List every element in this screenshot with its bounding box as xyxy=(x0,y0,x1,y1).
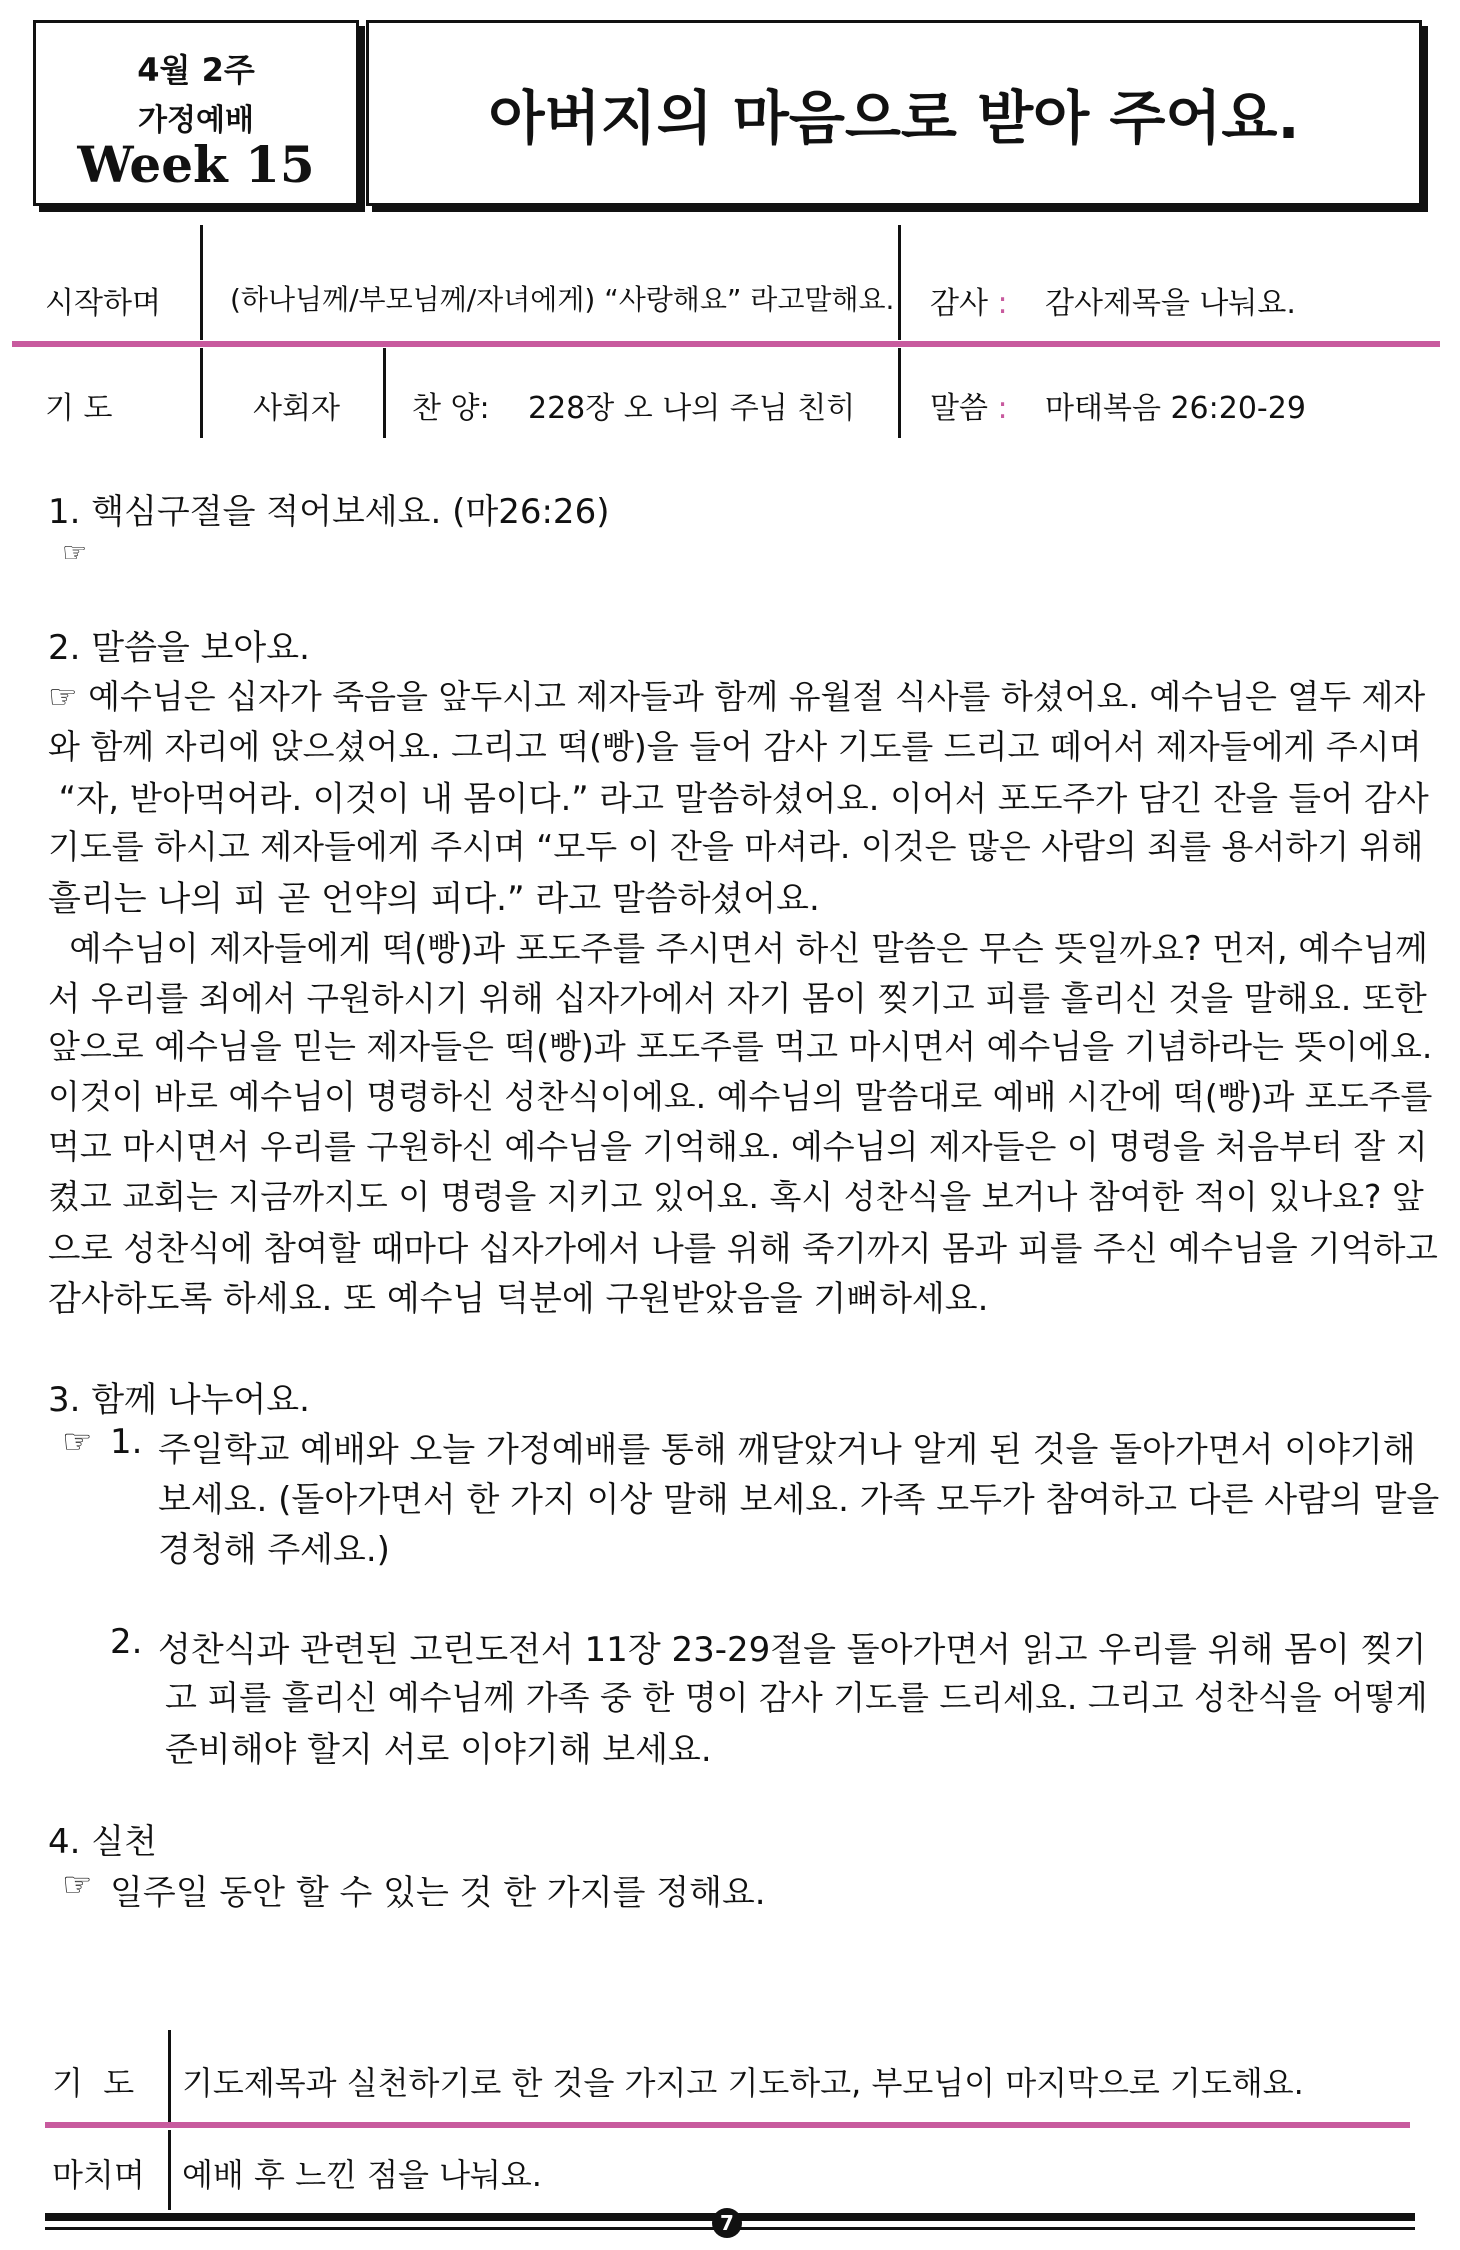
list-item-line: 경청해 주세요.) xyxy=(158,1530,390,1570)
item-number: 2. xyxy=(110,1622,143,1662)
hymn-text: 228장 오 나의 주님 친히 xyxy=(528,391,856,426)
header-week-box xyxy=(33,20,359,206)
closing-label: 마치며 xyxy=(52,2156,145,2194)
divider xyxy=(898,348,901,438)
header-title-box xyxy=(366,20,1422,206)
header-date: 4월 2주 xyxy=(137,51,255,89)
list-item-line: 보세요. (돌아가면서 한 가지 이상 말해 보세요. 가족 모두가 참여하고 다른 사람의 말을 xyxy=(158,1480,1440,1520)
section-3-title: 3. 함께 나누어요. xyxy=(48,1380,310,1420)
divider xyxy=(200,225,203,340)
prayer-label: 기 도 xyxy=(45,391,113,426)
closing-prayer-text: 기도제목과 실천하기로 한 것을 가지고 기도하고, 부모님이 마지막으로 기도해요. xyxy=(182,2064,1304,2102)
section-1-title: 1. 핵심구절을 적어보세요. (마26:26) xyxy=(48,492,610,532)
list-item-line: 고 피를 흘리신 예수님께 가족 중 한 명이 감사 기도를 드리세요. 그리고 성찬식을 어떻게 xyxy=(165,1678,1428,1717)
body-line: 켰고 교회는 지금까지도 이 명령을 지키고 있어요. 혹시 성찬식을 보거나 참여한 적이 있나요? 앞 xyxy=(48,1177,1424,1216)
body-line: 감사하도록 하세요. 또 예수님 덕분에 구원받았음을 기뻐하세요. xyxy=(48,1279,989,1319)
list-item-line: 주일학교 예배와 오늘 가정예배를 통해 깨달았거나 알게 된 것을 돌아가면서 이야기해 xyxy=(158,1430,1416,1470)
accent-rule xyxy=(12,341,1440,347)
pointer-icon: ☞ xyxy=(62,1422,93,1462)
body-line: 흘리는 나의 피 곧 언약의 피다.” 라고 말씀하셨어요. xyxy=(48,879,820,919)
accent-rule xyxy=(45,2122,1410,2128)
thanks-text: 감사제목을 나눠요. xyxy=(1045,286,1296,321)
divider xyxy=(200,348,203,438)
list-item-line: 준비해야 할지 서로 이야기해 보세요. xyxy=(165,1730,712,1770)
pointer-icon: ☞ xyxy=(62,1865,93,1905)
word-colon: : xyxy=(997,391,1008,426)
closing-text: 예배 후 느낀 점을 나눠요. xyxy=(182,2156,542,2194)
divider xyxy=(168,2130,171,2210)
body-line: 앞으로 예수님을 믿는 제자들은 떡(빵)과 포도주를 먹고 마시면서 예수님을 기념하라는 뜻이에요. xyxy=(48,1027,1433,1066)
page-title: 아버지의 마음으로 받아 주어요. xyxy=(488,84,1300,152)
body-line: 예수님이 제자들에게 떡(빵)과 포도주를 주시면서 하신 말씀은 무슨 뜻일까요? 먼저, 예수님께 xyxy=(48,929,1428,968)
item-number: 1. xyxy=(110,1422,143,1462)
header-week: Week 15 xyxy=(77,135,315,194)
list-item-line: 성찬식과 관련된 고린도전서 11장 23-29절을 돌아가면서 읽고 우리를 위해 몸이 찢기 xyxy=(158,1630,1427,1670)
body-line: 서 우리를 죄에서 구원하시기 위해 십자가에서 자기 몸이 찢기고 피를 흘리신 것을 말해요. 또한 xyxy=(48,979,1427,1018)
thanks-label: 감사 xyxy=(930,286,988,321)
start-text: (하나님께/부모님께/자녀에게) “사랑해요” 라고말해요. xyxy=(230,283,895,316)
body-line: 와 함께 자리에 앉으셨어요. 그리고 떡(빵)을 들어 감사 기도를 드리고 떼어서 제자들에게 주시며 xyxy=(48,727,1422,766)
section-4-title: 4. 실천 xyxy=(48,1822,157,1862)
word-text: 마태복음 26:20-29 xyxy=(1045,391,1306,426)
body-line: 먹고 마시면서 우리를 구원하신 예수님을 기억해요. 예수님의 제자들은 이 명령을 처음부터 잘 지 xyxy=(48,1127,1428,1166)
leader-label: 사회자 xyxy=(253,391,340,426)
body-line: 이것이 바로 예수님이 명령하신 성찬식이에요. 예수님의 말씀대로 예배 시간에 떡(빵)과 포도주를 xyxy=(48,1077,1433,1116)
section-2-title: 2. 말씀을 보아요. xyxy=(48,628,310,668)
divider xyxy=(383,348,386,438)
start-label: 시작하며 xyxy=(45,286,161,321)
thanks-colon: : xyxy=(997,286,1008,321)
body-line: 으로 성찬식에 참여할 때마다 십자가에서 나를 위해 죽기까지 몸과 피를 주신 예수님을 기억하고 xyxy=(48,1229,1438,1268)
body-line: ☞ 예수님은 십자가 죽음을 앞두시고 제자들과 함께 유월절 식사를 하셨어요. 예수님은 열두 제자 xyxy=(48,677,1426,716)
hymn-label: 찬 양: xyxy=(412,391,490,426)
page-number: 7 xyxy=(712,2208,742,2238)
practice-text: 일주일 동안 할 수 있는 것 한 가지를 정해요. xyxy=(110,1873,766,1913)
header-category: 가정예배 xyxy=(138,103,254,138)
word-label-group xyxy=(930,383,1008,427)
divider xyxy=(898,225,901,340)
pointer-icon: ☞ xyxy=(62,536,88,569)
body-line: “자, 받아먹어라. 이것이 내 몸이다.” 라고 말씀하셨어요. 이어서 포도주가 담긴 잔을 들어 감사 xyxy=(48,779,1429,818)
body-line: 기도를 하시고 제자들에게 주시며 “모두 이 잔을 마셔라. 이것은 많은 사람의 죄를 용서하기 위해 xyxy=(48,827,1424,866)
closing-prayer-label: 기 도 xyxy=(52,2064,135,2102)
divider xyxy=(168,2030,171,2122)
thanks-label-group xyxy=(930,278,1008,322)
word-label: 말씀 xyxy=(930,391,988,426)
